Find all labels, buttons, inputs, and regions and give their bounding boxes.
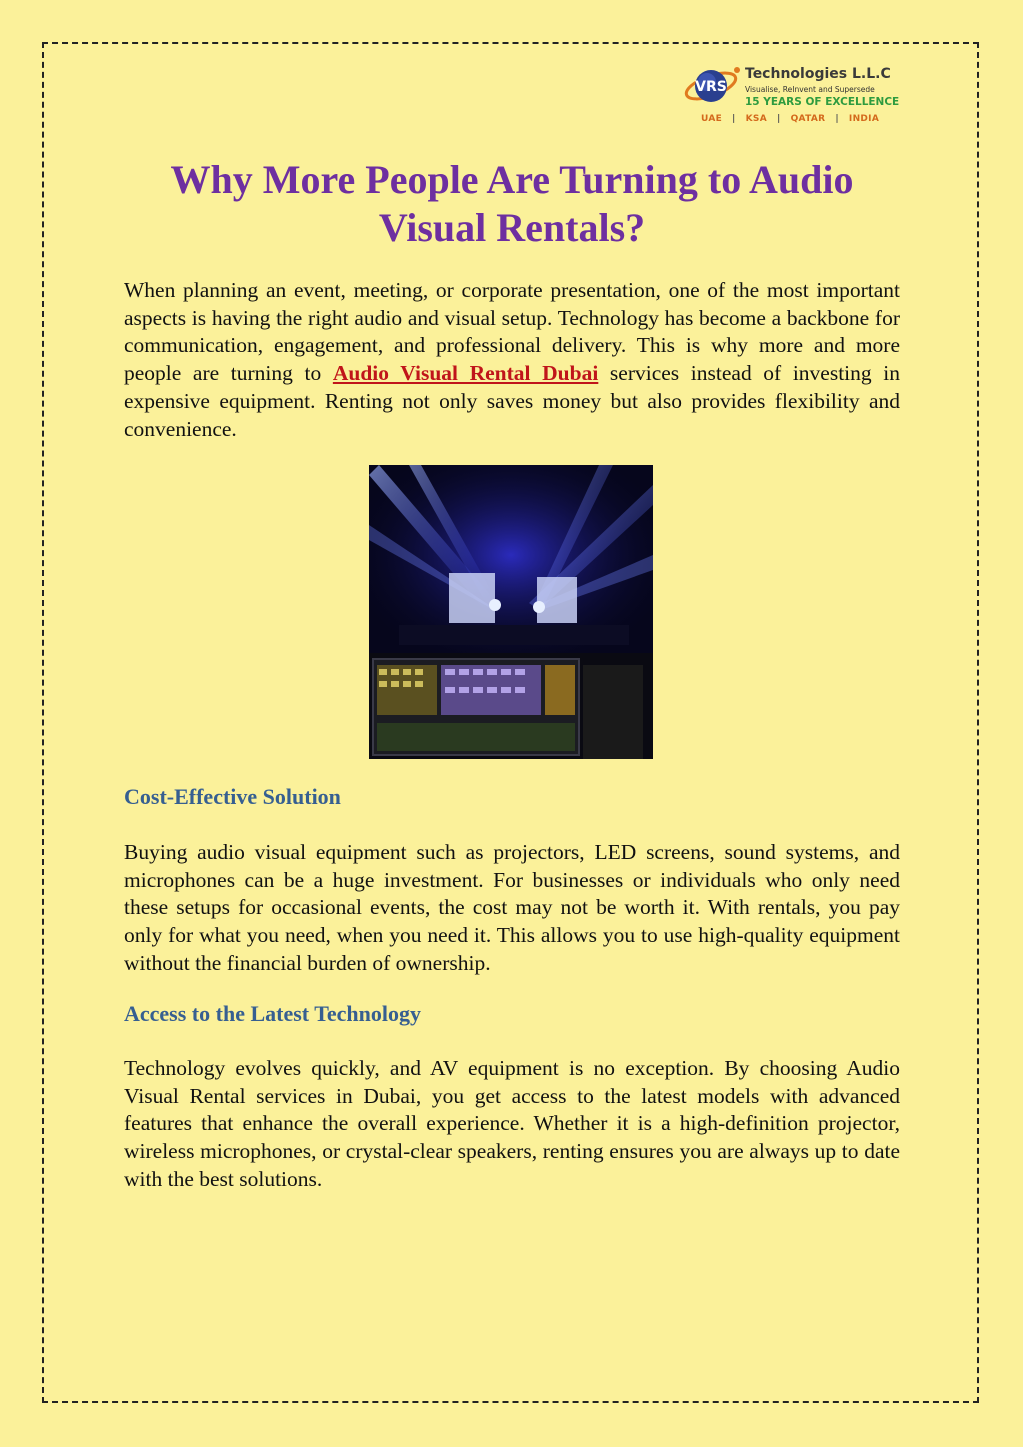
section-body-technology: Technology evolves quickly, and AV equipment is no exception. By choosing Audio Visual Rental services in Dubai, you get access to the latest models with advanced features that enhance the overall experience. Whether it is a high-definition projector, wireless microphones, or crystal-clear speakers, renting ensures you are always up to date with the best solutions. [124, 1056, 900, 1191]
region-separator: | [835, 114, 839, 124]
section-body-cost: Buying audio visual equipment such as projectors, LED screens, sound systems, and microphones can be a huge investment. For businesses or individuals who only need these setups for occasional events, the cost may not be worth it. With rentals, you pay only for what you need, when you need it. This allows you to use high-quality equipment without the financial burden of ownership. [124, 840, 900, 975]
region-separator: | [732, 114, 736, 124]
vrs-globe-icon [683, 62, 743, 112]
logo-years: 15 YEARS OF EXCELLENCE [745, 96, 900, 108]
region-india: INDIA [848, 114, 880, 124]
intro-text-after: services instead of investing in expensive equipment. Renting not only saves money but also provides flexibility and convenience. [124, 361, 900, 441]
section-heading-technology: Access to the Latest Technology [124, 1001, 421, 1026]
logo-tagline: Visualise, ReInvent and Supersede [745, 85, 875, 94]
event-stage-photo [369, 465, 653, 759]
section-heading-cost: Cost-Effective Solution [124, 784, 341, 809]
region-uae: UAE [701, 114, 723, 124]
intro-text-before: When planning an event, meeting, or corporate presentation, one of the most important aspects is having the right audio and visual setup. Technology has become a backbone for communication, engagement, and professional delivery. This is why more and more people are turning to [124, 278, 900, 386]
audio-visual-rental-link[interactable]: Audio Visual Rental Dubai [332, 361, 599, 386]
logo-mark-text: VRS [695, 79, 727, 95]
page-title: Why More People Are Turning to Audio Visual Rentals? [170, 157, 854, 250]
company-logo [683, 62, 903, 132]
stage-lighting-icon [369, 465, 653, 759]
intro-paragraph [124, 277, 900, 443]
logo-company-name: Technologies L.L.C [745, 66, 891, 82]
region-qatar: QATAR [790, 114, 826, 124]
region-ksa: KSA [745, 114, 767, 124]
logo-regions [701, 114, 879, 124]
region-separator: | [776, 114, 781, 124]
